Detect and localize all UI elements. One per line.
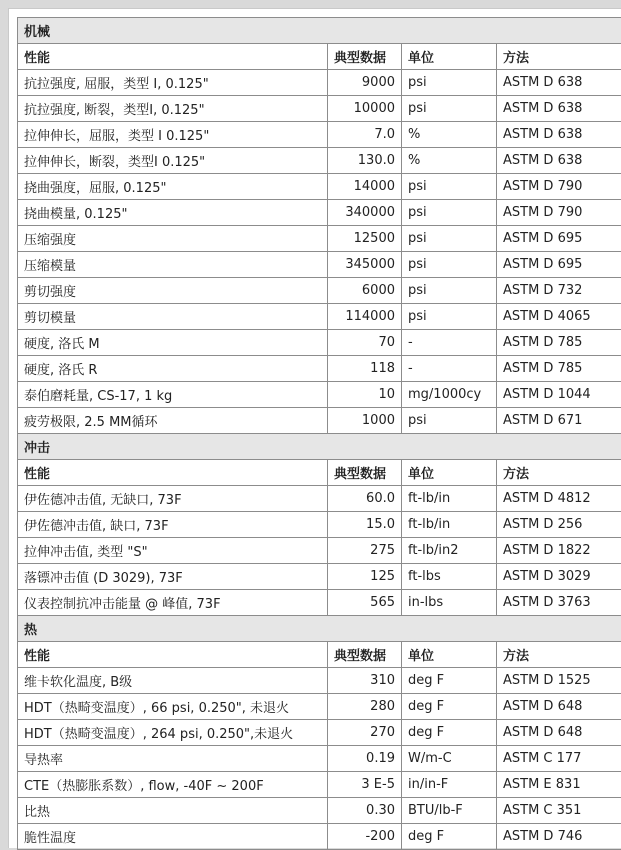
property-cell: 伊佐德冲击值, 缺口, 73F [18,512,328,538]
table-row [18,408,621,434]
unit-cell: BTU/lb-F [402,798,497,824]
unit-cell: ft-lb/in2 [402,538,497,564]
table-row [18,798,621,824]
table-row [18,356,621,382]
method-cell: ASTM D 4812 [497,486,621,512]
column-header-property: 性能 [18,44,328,70]
method-cell: ASTM D 785 [497,356,621,382]
column-header-row [18,44,621,70]
unit-cell: psi [402,174,497,200]
table-row [18,252,621,278]
method-cell: ASTM D 3763 [497,590,621,616]
column-header-value: 典型数据 [328,44,402,70]
unit-cell: mg/1000cy [402,382,497,408]
section-title: 冲击 [18,434,621,460]
column-header-value: 典型数据 [328,642,402,668]
table-row [18,278,621,304]
method-cell: ASTM D 790 [497,174,621,200]
method-cell: ASTM D 790 [497,200,621,226]
section-header-row [18,616,621,642]
method-cell: ASTM D 648 [497,720,621,746]
unit-cell: deg F [402,668,497,694]
value-cell: 7.0 [328,122,402,148]
value-cell: 345000 [328,252,402,278]
unit-cell: - [402,356,497,382]
property-cell: 剪切模量 [18,304,328,330]
method-cell: ASTM C 177 [497,746,621,772]
value-cell: 70 [328,330,402,356]
column-header-row [18,642,621,668]
method-cell: ASTM D 746 [497,824,621,850]
property-cell: 硬度, 洛氏 R [18,356,328,382]
method-cell: ASTM D 695 [497,252,621,278]
column-header-unit: 单位 [402,460,497,486]
unit-cell: - [402,330,497,356]
page-panel [8,8,621,848]
table-row [18,668,621,694]
unit-cell: in/in-F [402,772,497,798]
value-cell: 0.19 [328,746,402,772]
unit-cell: psi [402,304,497,330]
property-cell: 落镖冲击值 (D 3029), 73F [18,564,328,590]
property-cell: 拉伸伸长，屈服，类型 I 0.125" [18,122,328,148]
table-row [18,538,621,564]
table-row [18,200,621,226]
method-cell: ASTM D 1525 [497,668,621,694]
unit-cell: deg F [402,824,497,850]
method-cell: ASTM D 638 [497,122,621,148]
method-cell: ASTM D 638 [497,70,621,96]
table-row [18,330,621,356]
section-header-row [18,18,621,44]
method-cell: ASTM D 256 [497,512,621,538]
unit-cell: deg F [402,694,497,720]
table-row [18,772,621,798]
value-cell: 340000 [328,200,402,226]
value-cell: 3 E-5 [328,772,402,798]
section-title: 机械 [18,18,621,44]
table-row [18,824,621,850]
properties-table [17,17,621,850]
value-cell: 114000 [328,304,402,330]
method-cell: ASTM D 732 [497,278,621,304]
table-row [18,590,621,616]
method-cell: ASTM D 638 [497,96,621,122]
table-row [18,382,621,408]
value-cell: 10 [328,382,402,408]
value-cell: 275 [328,538,402,564]
property-cell: 疲劳极限, 2.5 MM循环 [18,408,328,434]
table-row [18,564,621,590]
value-cell: -200 [328,824,402,850]
property-cell: 脆性温度 [18,824,328,850]
table-row [18,148,621,174]
property-cell: 导热率 [18,746,328,772]
unit-cell: psi [402,252,497,278]
value-cell: 9000 [328,70,402,96]
value-cell: 565 [328,590,402,616]
table-row [18,486,621,512]
unit-cell: psi [402,408,497,434]
column-header-unit: 单位 [402,44,497,70]
unit-cell: psi [402,70,497,96]
unit-cell: psi [402,278,497,304]
column-header-value: 典型数据 [328,460,402,486]
properties-table-body [18,18,621,850]
table-row [18,304,621,330]
property-cell: 抗拉强度, 屈服，类型 I, 0.125" [18,70,328,96]
unit-cell: W/m-C [402,746,497,772]
unit-cell: ft-lbs [402,564,497,590]
value-cell: 10000 [328,96,402,122]
property-cell: HDT（热畸变温度）, 66 psi, 0.250", 未退火 [18,694,328,720]
property-cell: 比热 [18,798,328,824]
method-cell: ASTM D 638 [497,148,621,174]
table-row [18,512,621,538]
value-cell: 310 [328,668,402,694]
column-header-method: 方法 [497,642,621,668]
table-row [18,122,621,148]
property-cell: 硬度, 洛氏 M [18,330,328,356]
unit-cell: deg F [402,720,497,746]
value-cell: 15.0 [328,512,402,538]
value-cell: 118 [328,356,402,382]
column-header-method: 方法 [497,44,621,70]
method-cell: ASTM D 785 [497,330,621,356]
column-header-property: 性能 [18,460,328,486]
property-cell: 压缩模量 [18,252,328,278]
property-cell: 维卡软化温度, B级 [18,668,328,694]
property-cell: 泰伯磨耗量, CS-17, 1 kg [18,382,328,408]
property-cell: 伊佐德冲击值, 无缺口, 73F [18,486,328,512]
method-cell: ASTM D 1822 [497,538,621,564]
section-header-row [18,434,621,460]
property-cell: 拉伸伸长，断裂，类型I 0.125" [18,148,328,174]
value-cell: 125 [328,564,402,590]
table-row [18,226,621,252]
property-cell: 剪切强度 [18,278,328,304]
method-cell: ASTM D 4065 [497,304,621,330]
method-cell: ASTM D 695 [497,226,621,252]
unit-cell: % [402,122,497,148]
value-cell: 130.0 [328,148,402,174]
unit-cell: in-lbs [402,590,497,616]
value-cell: 1000 [328,408,402,434]
unit-cell: ft-lb/in [402,486,497,512]
unit-cell: ft-lb/in [402,512,497,538]
table-row [18,70,621,96]
value-cell: 0.30 [328,798,402,824]
section-title: 热 [18,616,621,642]
method-cell: ASTM D 3029 [497,564,621,590]
value-cell: 12500 [328,226,402,252]
value-cell: 280 [328,694,402,720]
column-header-row [18,460,621,486]
unit-cell: psi [402,226,497,252]
column-header-property: 性能 [18,642,328,668]
value-cell: 60.0 [328,486,402,512]
property-cell: HDT（热畸变温度）, 264 psi, 0.250",未退火 [18,720,328,746]
table-row [18,694,621,720]
table-row [18,746,621,772]
property-cell: 仪表控制抗冲击能量 @ 峰值, 73F [18,590,328,616]
method-cell: ASTM D 1044 [497,382,621,408]
table-row [18,96,621,122]
value-cell: 270 [328,720,402,746]
table-row [18,174,621,200]
method-cell: ASTM D 671 [497,408,621,434]
method-cell: ASTM E 831 [497,772,621,798]
unit-cell: psi [402,96,497,122]
property-cell: CTE（热膨胀系数）, flow, -40F ~ 200F [18,772,328,798]
unit-cell: psi [402,200,497,226]
unit-cell: % [402,148,497,174]
method-cell: ASTM C 351 [497,798,621,824]
property-cell: 挠曲强度，屈服, 0.125" [18,174,328,200]
column-header-method: 方法 [497,460,621,486]
method-cell: ASTM D 648 [497,694,621,720]
property-cell: 挠曲模量, 0.125" [18,200,328,226]
column-header-unit: 单位 [402,642,497,668]
property-cell: 压缩强度 [18,226,328,252]
property-cell: 抗拉强度, 断裂，类型I, 0.125" [18,96,328,122]
value-cell: 14000 [328,174,402,200]
property-cell: 拉伸冲击值, 类型 "S" [18,538,328,564]
value-cell: 6000 [328,278,402,304]
table-row [18,720,621,746]
